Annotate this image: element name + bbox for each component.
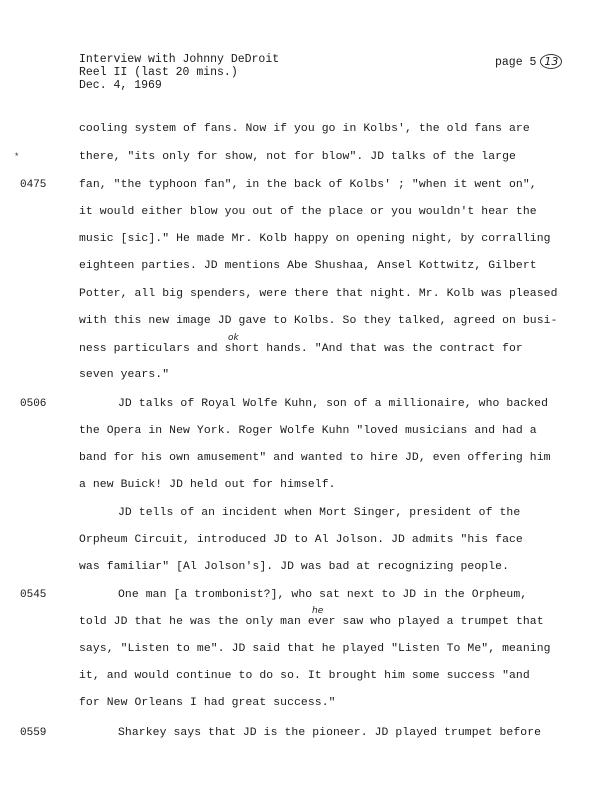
header-date: Dec. 4, 1969: [79, 79, 162, 92]
timecode-0559: 0559: [20, 727, 47, 739]
page-number-label: page 5: [495, 56, 537, 69]
text-line: Potter, all big spenders, were there that night. Mr. Kolb was pleased: [79, 288, 558, 300]
text-line: fan, "the typhoon fan", in the back of Kolbs' ; "when it went on",: [79, 179, 537, 191]
margin-mark: *: [14, 152, 20, 162]
header-title: Interview with Johnny DeDroit: [79, 53, 280, 66]
handwritten-page-number: 13: [540, 54, 562, 69]
timecode-0475: 0475: [20, 179, 47, 191]
text-line: told JD that he was the only man ever saw who played a trumpet that: [79, 616, 544, 628]
text-line: says, "Listen to me". JD said that he played "Listen To Me", meaning: [79, 643, 551, 655]
text-line: cooling system of fans. Now if you go in Kolbs', the old fans are: [79, 123, 530, 135]
text-line: JD talks of Royal Wolfe Kuhn, son of a millionaire, who backed: [118, 398, 549, 410]
text-line: JD tells of an incident when Mort Singer, president of the: [118, 507, 521, 519]
text-line: Orpheum Circuit, introduced JD to Al Jolson. JD admits "his face: [79, 534, 523, 546]
text-line: One man [a trombonist?], who sat next to JD in the Orpheum,: [118, 589, 528, 601]
text-line: music [sic]." He made Mr. Kolb happy on opening night, by corralling: [79, 233, 551, 245]
text-line: a new Buick! JD held out for himself.: [79, 479, 336, 491]
page-number: [495, 55, 562, 69]
text-line: there, "its only for show, not for blow". JD talks of the large: [79, 151, 516, 163]
handwritten-insertion: he: [312, 606, 324, 616]
handwritten-correction: ok: [228, 333, 239, 343]
text-line: band for his own amusement" and wanted to hire JD, even offering him: [79, 452, 551, 464]
text-line: for New Orleans I had great success.": [79, 697, 336, 709]
timecode-0545: 0545: [20, 589, 47, 601]
text-line: Sharkey says that JD is the pioneer. JD played trumpet before: [118, 727, 542, 739]
timecode-0506: 0506: [20, 398, 47, 410]
text-line: the Opera in New York. Roger Wolfe Kuhn "loved musicians and had a: [79, 425, 537, 437]
text-line: with this new image JD gave to Kolbs. So they talked, agreed on busi-: [79, 315, 558, 327]
header-reel: Reel II (last 20 mins.): [79, 66, 238, 79]
text-line: it, and would continue to do so. It brought him some success "and: [79, 670, 530, 682]
text-line: eighteen parties. JD mentions Abe Shushaa, Ansel Kottwitz, Gilbert: [79, 260, 537, 272]
text-line: it would either blow you out of the place or you wouldn't hear the: [79, 206, 537, 218]
text-line: was familiar" [Al Jolson's]. JD was bad at recognizing people.: [79, 561, 510, 573]
text-line: ness particulars and short hands. "And that was the contract for: [79, 343, 523, 355]
text-line: seven years.": [79, 369, 170, 381]
